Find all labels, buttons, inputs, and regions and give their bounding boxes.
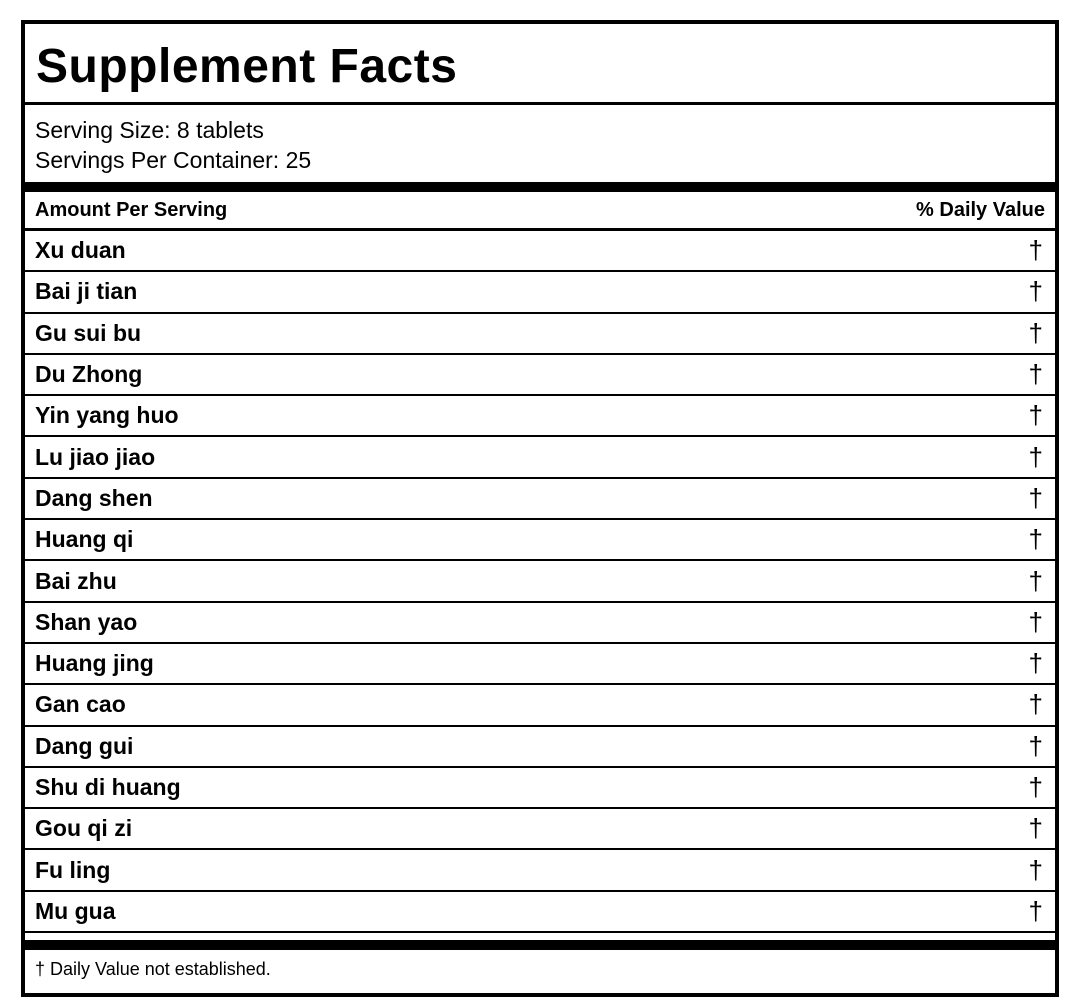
ingredient-name: Xu duan [35, 237, 126, 264]
ingredient-row [25, 437, 1055, 478]
label-title: Supplement Facts [36, 40, 458, 93]
ingredient-daily-value: † [1028, 772, 1043, 802]
ingredient-list [25, 231, 1055, 933]
ingredient-row [25, 520, 1055, 561]
daily-value-header: % Daily Value [916, 198, 1045, 221]
ingredient-name: Du Zhong [35, 361, 143, 388]
ingredient-name: Gu sui bu [35, 319, 142, 346]
ingredient-row [25, 850, 1055, 891]
ingredient-daily-value: † [1028, 813, 1043, 844]
ingredient-name: Huang jing [35, 650, 154, 677]
ingredient-row [25, 768, 1055, 809]
ingredient-name: Lu jiao jiao [35, 443, 156, 470]
column-header-row [25, 192, 1055, 231]
ingredient-row [25, 396, 1055, 437]
ingredient-row [25, 231, 1055, 272]
ingredient-name: Fu ling [35, 856, 111, 883]
ingredient-row [25, 355, 1055, 396]
amount-per-serving-header: Amount Per Serving [35, 198, 228, 221]
ingredient-daily-value: † [1028, 854, 1043, 885]
ingredient-daily-value: † [1028, 689, 1043, 720]
ingredient-daily-value: † [1028, 359, 1043, 390]
ingredient-name: Bai ji tian [35, 278, 138, 305]
ingredient-name: Gan cao [35, 691, 126, 718]
ingredient-daily-value: † [1028, 276, 1043, 307]
ingredient-row [25, 892, 1055, 933]
supplement-facts-label [21, 20, 1059, 997]
ingredient-name: Bai zhu [35, 567, 117, 594]
ingredient-name: Huang qi [35, 526, 134, 553]
ingredient-daily-value: † [1028, 400, 1043, 431]
ingredient-row [25, 314, 1055, 355]
ingredient-daily-value: † [1028, 565, 1043, 596]
ingredient-row [25, 272, 1055, 313]
ingredient-name: Yin yang huo [35, 402, 179, 429]
ingredient-name: Mu gua [35, 897, 116, 924]
ingredient-daily-value: † [1028, 317, 1043, 348]
ingredient-name: Shan yao [35, 608, 138, 635]
title-section [25, 24, 1055, 105]
ingredient-row [25, 644, 1055, 685]
footnote: † Daily Value not established. [35, 958, 271, 979]
ingredient-daily-value: † [1028, 895, 1043, 926]
ingredient-row [25, 685, 1055, 726]
bottom-divider [25, 933, 1055, 950]
ingredient-daily-value: † [1028, 606, 1043, 637]
servings-per-container: Servings Per Container: 25 [35, 147, 312, 173]
ingredient-row [25, 809, 1055, 850]
ingredient-name: Gou qi zi [35, 815, 133, 842]
ingredient-name: Dang shen [35, 484, 153, 511]
ingredient-row [25, 479, 1055, 520]
ingredient-daily-value: † [1028, 524, 1043, 555]
ingredient-daily-value: † [1028, 235, 1043, 266]
ingredient-row [25, 561, 1055, 602]
ingredient-daily-value: † [1028, 648, 1043, 679]
ingredient-row [25, 727, 1055, 768]
serving-size: Serving Size: 8 tablets [35, 117, 264, 143]
ingredient-daily-value: † [1028, 730, 1043, 761]
ingredient-row [25, 603, 1055, 644]
ingredient-name: Dang gui [35, 732, 134, 759]
serving-info [25, 105, 1055, 192]
ingredient-name: Shu di huang [35, 774, 181, 800]
ingredient-daily-value: † [1028, 482, 1043, 513]
ingredient-daily-value: † [1028, 441, 1043, 472]
